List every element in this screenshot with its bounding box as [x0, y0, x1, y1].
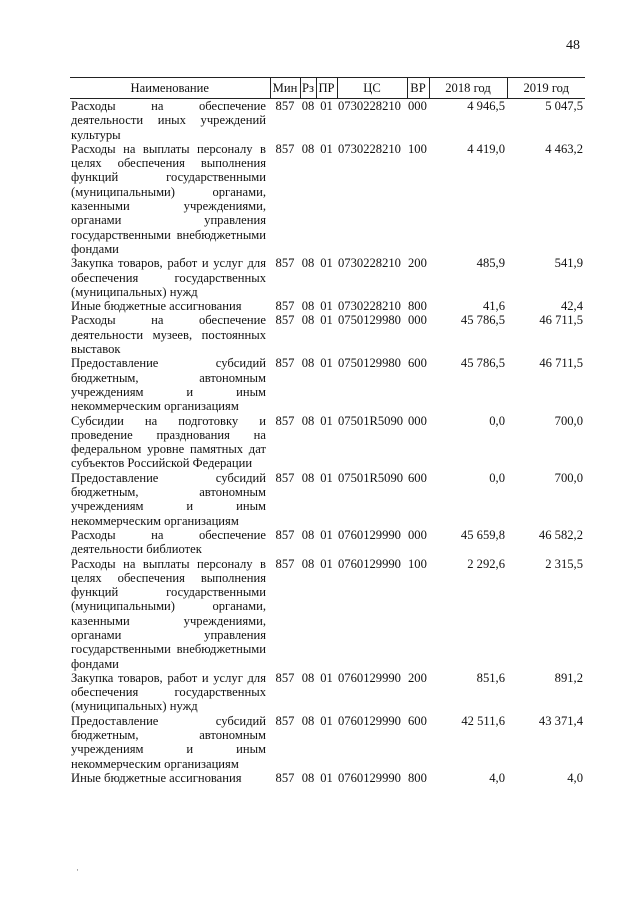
cell-cs: 0760129990 — [338, 713, 401, 728]
cell-2019: 42,4 — [560, 299, 583, 314]
cell-2018: 0,0 — [489, 413, 505, 428]
cell-name: Предоставление субсидий бюджетным, автономным учреждениям и иным некоммерческим организациям — [71, 356, 266, 414]
cell-2019: 46 711,5 — [539, 356, 583, 371]
cell-vr: 800 — [408, 299, 427, 314]
cell-vr: 000 — [408, 527, 427, 542]
cell-rz: 08 — [301, 299, 315, 314]
cell-name: Расходы на выплаты персоналу в целях обеспечения выполнения функций государственными (муниципальными) органами, казенными учреждениями, органами управления государственными внебюджетными фондами — [71, 556, 266, 671]
cell-vr: 800 — [408, 770, 427, 785]
cell-vr: 100 — [408, 556, 427, 571]
cell-rz: 08 — [301, 313, 315, 328]
cell-pr: 01 — [320, 299, 333, 314]
table-row — [70, 256, 585, 299]
cell-cs: 0730228210 — [338, 99, 401, 113]
table-row — [70, 528, 585, 557]
cell-2018: 42 511,6 — [461, 713, 505, 728]
cell-cs: 0730228210 — [338, 256, 401, 271]
cell-min: 857 — [275, 99, 295, 113]
cell-cs: 0760129990 — [338, 527, 401, 542]
cell-2018: 45 786,5 — [460, 356, 505, 371]
cell-cs: 0760129990 — [338, 770, 401, 785]
table-row — [70, 471, 585, 528]
cell-min: 857 — [275, 313, 295, 328]
budget-table — [70, 77, 585, 785]
cell-pr: 01 — [320, 770, 333, 785]
cell-cs: 0750129980 — [338, 356, 401, 371]
cell-name: Расходы на выплаты персоналу в целях обеспечения выполнения функций государственными (муниципальными) органами, казенными учреждениями, органами управления государственными внебюджетными фондами — [71, 141, 266, 256]
cell-name: Расходы на обеспечение деятельности музеев, постоянных выставок — [71, 313, 266, 357]
cell-2019: 46 711,5 — [539, 313, 583, 328]
cell-2019: 43 371,4 — [538, 713, 583, 728]
cell-2018: 851,6 — [476, 670, 505, 685]
cell-name: Расходы на обеспечение деятельности иных учреждений культуры — [71, 99, 266, 142]
cell-pr: 01 — [320, 670, 333, 685]
cell-name: Закупка товаров, работ и услуг для обеспечения государственных (муниципальных) нужд — [71, 670, 266, 714]
table-row — [70, 557, 585, 671]
cell-rz: 08 — [301, 356, 315, 371]
cell-pr: 01 — [320, 713, 333, 728]
cell-2018: 41,6 — [482, 299, 505, 314]
cell-min: 857 — [275, 413, 295, 428]
cell-name: Расходы на обеспечение деятельности библиотек — [71, 527, 266, 557]
cell-min: 857 — [275, 256, 295, 271]
cell-name: Иные бюджетные ассигнования — [71, 299, 242, 314]
cell-2019: 2 315,5 — [545, 556, 583, 571]
cell-pr: 01 — [320, 356, 333, 371]
cell-rz: 08 — [301, 670, 315, 685]
header-2018: 2018 год — [429, 78, 507, 99]
cell-rz: 08 — [301, 770, 315, 785]
header-min: Мин — [270, 78, 300, 99]
cell-min: 857 — [275, 141, 295, 156]
cell-pr: 01 — [320, 141, 333, 156]
cell-name: Иные бюджетные ассигнования — [71, 770, 242, 785]
table-header — [70, 78, 585, 99]
cell-cs: 0750129980 — [338, 313, 401, 328]
cell-vr: 600 — [408, 470, 427, 485]
cell-min: 857 — [275, 556, 295, 571]
cell-rz: 08 — [301, 556, 315, 571]
cell-rz: 08 — [301, 527, 315, 542]
cell-name: Закупка товаров, работ и услуг для обеспечения государственных (муниципальных) нужд — [71, 256, 266, 299]
cell-min: 857 — [275, 470, 295, 485]
cell-cs: 0760129990 — [338, 556, 401, 571]
cell-pr: 01 — [320, 413, 333, 428]
cell-cs: 0760129990 — [338, 670, 401, 685]
cell-vr: 000 — [408, 99, 427, 113]
cell-2019: 700,0 — [554, 470, 583, 485]
cell-2018: 4 419,0 — [467, 141, 505, 156]
header-pr: ПР — [316, 78, 337, 99]
cell-pr: 01 — [320, 99, 333, 113]
cell-vr: 200 — [408, 670, 427, 685]
cell-name: Предоставление субсидий бюджетным, автономным учреждениям и иным некоммерческим организациям — [71, 470, 266, 528]
cell-vr: 600 — [408, 356, 427, 371]
cell-pr: 01 — [320, 256, 333, 271]
cell-vr: 000 — [408, 313, 427, 328]
cell-name: Субсидии на подготовку и проведение празднования на федеральном уровне памятных дат субъектов Российской Федерации — [71, 413, 266, 471]
cell-2019: 4 463,2 — [545, 141, 583, 156]
cell-vr: 000 — [408, 413, 427, 428]
cell-2019: 4,0 — [567, 770, 583, 785]
header-row — [70, 78, 585, 99]
cell-cs: 0730228210 — [338, 141, 401, 156]
cell-2018: 485,9 — [476, 256, 505, 271]
cell-min: 857 — [275, 713, 295, 728]
scan-mark: · — [76, 865, 79, 875]
cell-2019: 891,2 — [554, 670, 583, 685]
cell-2018: 4 946,5 — [467, 99, 505, 113]
cell-min: 857 — [275, 299, 295, 314]
cell-pr: 01 — [320, 556, 333, 571]
cell-vr: 200 — [408, 256, 427, 271]
cell-2019: 541,9 — [554, 256, 583, 271]
table-row — [70, 356, 585, 413]
table-row — [70, 671, 585, 714]
header-name: Наименование — [70, 78, 270, 99]
cell-2018: 45 786,5 — [460, 313, 505, 328]
table-row — [70, 771, 585, 785]
table-row — [70, 142, 585, 256]
header-cs: ЦС — [337, 78, 407, 99]
cell-vr: 600 — [408, 713, 427, 728]
cell-min: 857 — [275, 770, 295, 785]
cell-cs: 07501R5090 — [338, 413, 404, 428]
cell-cs: 0730228210 — [338, 299, 401, 314]
page-number: 48 — [566, 38, 580, 53]
cell-2019: 46 582,2 — [538, 527, 583, 542]
cell-name: Предоставление субсидий бюджетным, автономным учреждениям и иным некоммерческим организациям — [71, 713, 266, 771]
table-body — [70, 99, 585, 786]
cell-2019: 700,0 — [554, 413, 583, 428]
table-row — [70, 714, 585, 771]
cell-2019: 5 047,5 — [545, 99, 583, 113]
table-row — [70, 414, 585, 471]
cell-2018: 4,0 — [489, 770, 505, 785]
cell-min: 857 — [275, 527, 295, 542]
cell-rz: 08 — [301, 413, 315, 428]
header-rz: Рз — [300, 78, 316, 99]
cell-cs: 07501R5090 — [338, 470, 404, 485]
header-vr: ВР — [407, 78, 429, 99]
cell-2018: 45 659,8 — [460, 527, 505, 542]
cell-pr: 01 — [320, 470, 333, 485]
cell-rz: 08 — [301, 256, 315, 271]
cell-rz: 08 — [301, 141, 315, 156]
cell-rz: 08 — [301, 99, 315, 113]
table-row — [70, 99, 585, 142]
cell-min: 857 — [275, 356, 295, 371]
cell-2018: 0,0 — [489, 470, 505, 485]
header-2019: 2019 год — [507, 78, 585, 99]
cell-rz: 08 — [301, 713, 315, 728]
cell-vr: 100 — [408, 141, 427, 156]
table-row — [70, 299, 585, 313]
table-row — [70, 313, 585, 356]
cell-min: 857 — [275, 670, 295, 685]
cell-pr: 01 — [320, 527, 333, 542]
cell-rz: 08 — [301, 470, 315, 485]
cell-pr: 01 — [320, 313, 333, 328]
cell-2018: 2 292,6 — [467, 556, 505, 571]
